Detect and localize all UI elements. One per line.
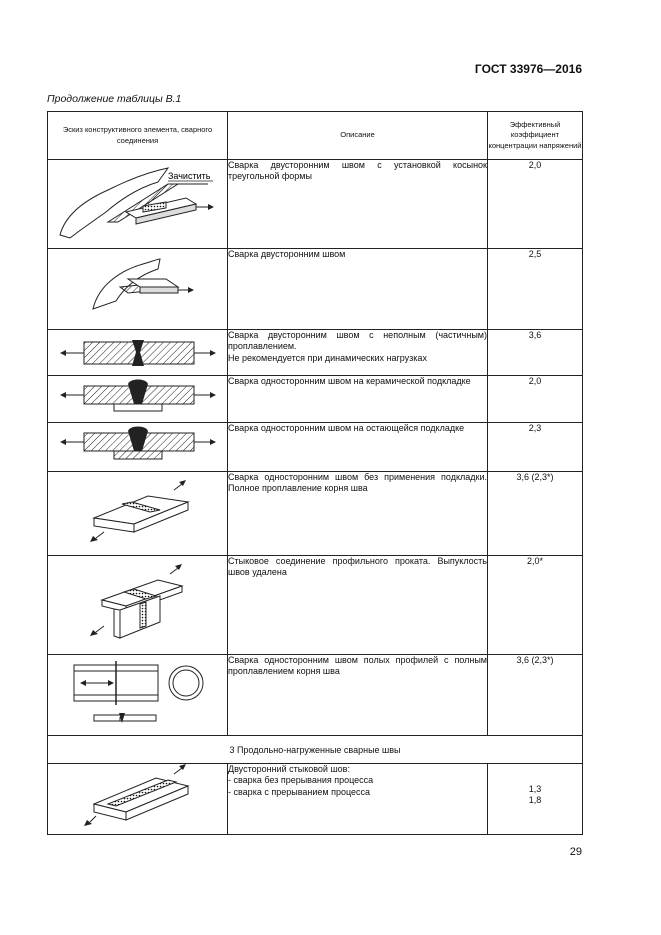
- table-row: [48, 655, 583, 736]
- description-cell: Сварка двусторонним швом с установкой косынок треугольной формы: [228, 160, 488, 249]
- sketch-butt-plate-no-backing: [48, 472, 228, 555]
- table-row: [48, 160, 583, 249]
- column-header-description: Описание: [228, 112, 488, 160]
- description-cell: Сварка двусторонним швом: [228, 249, 488, 330]
- sketch-cell: [48, 556, 228, 655]
- section-title: 3 Продольно-нагруженные сварные швы: [48, 736, 583, 764]
- coefficient-cell: 2,0*: [488, 556, 583, 655]
- coefficient-cell: 2,0: [488, 160, 583, 249]
- sketch-butt-hollow-section: [48, 655, 228, 735]
- sketch-butt-partial-penetration: [48, 330, 228, 375]
- table-row: [48, 423, 583, 472]
- coefficient-cell: 3,6 (2,3*): [488, 472, 583, 556]
- coefficient-cell: 2,0: [488, 376, 583, 423]
- table-row: [48, 249, 583, 330]
- description-cell: Сварка односторонним швом без применения подкладки. Полное проплавление корня шва: [228, 472, 488, 556]
- table-row: [48, 472, 583, 556]
- coefficient-cell: 2,5: [488, 249, 583, 330]
- table-header-row: [48, 112, 583, 160]
- sketch-butt-ceramic-backing: [48, 376, 228, 422]
- sketch-cell: [48, 423, 228, 472]
- stress-concentration-table: [47, 111, 583, 835]
- coefficient-cell: 1,3 1,8: [488, 764, 583, 835]
- sketch-cell: [48, 472, 228, 556]
- standard-code: ГОСТ 33976—2016: [474, 62, 582, 76]
- sketch-cell: [48, 764, 228, 835]
- sketch-butt-permanent-backing: [48, 423, 228, 471]
- sketch-cell: [48, 330, 228, 376]
- sketch-fillet-triangular-bevel: [48, 160, 228, 248]
- sketch-cell: [48, 376, 228, 423]
- table-row: [48, 556, 583, 655]
- sketch-fillet-double-sided: [48, 249, 228, 329]
- sketch-cell: [48, 655, 228, 736]
- description-cell: Сварка двусторонним швом с неполным (частичным) проплавлением. Не рекомендуется при динамических нагрузках: [228, 330, 488, 376]
- description-cell: Сварка односторонним швом на керамической подкладке: [228, 376, 488, 423]
- table-caption: Продолжение таблицы В.1: [47, 93, 182, 105]
- column-header-sketch: Эскиз конструктивного элемента, сварного соединения: [48, 112, 228, 160]
- column-header-coefficient: Эффективный коэффициент концентрации напряжений: [488, 112, 583, 160]
- table-row: [48, 330, 583, 376]
- table-row: [48, 376, 583, 423]
- coefficient-cell: 3,6: [488, 330, 583, 376]
- sketch-longitudinal-butt: [48, 764, 228, 834]
- description-cell: Сварка односторонним швом на остающейся подкладке: [228, 423, 488, 472]
- description-cell: Сварка односторонним швом полых профилей с полным проплавлением корня шва: [228, 655, 488, 736]
- description-cell: Стыковое соединение профильного проката. Выпуклость швов удалена: [228, 556, 488, 655]
- coefficient-cell: 3,6 (2,3*): [488, 655, 583, 736]
- sketch-cell: [48, 160, 228, 249]
- page-number: 29: [569, 846, 582, 858]
- sketch-label: Зачистить: [168, 171, 211, 181]
- sketch-cell: [48, 249, 228, 330]
- section-header-row: [48, 736, 583, 764]
- coefficient-cell: 2,3: [488, 423, 583, 472]
- table-row: [48, 764, 583, 835]
- description-cell: Двусторонний стыковой шов: - сварка без прерывания процесса - сварка с прерыванием процесса: [228, 764, 488, 835]
- sketch-butt-profile-section: [48, 556, 228, 654]
